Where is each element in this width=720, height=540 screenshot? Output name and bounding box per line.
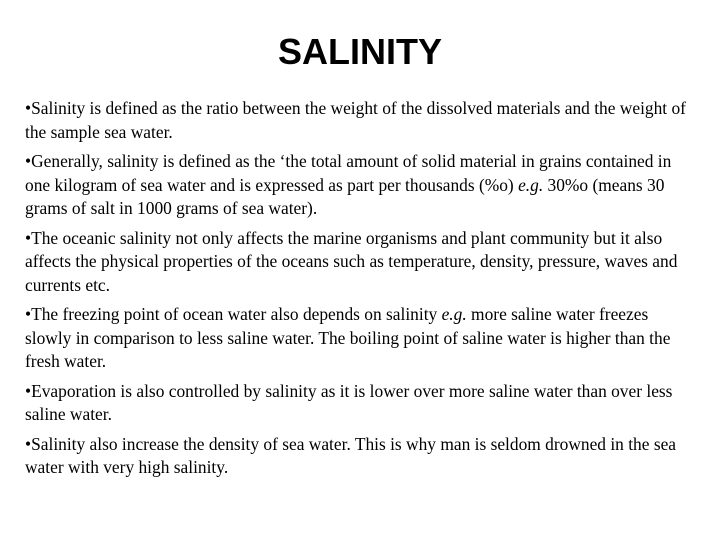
bullet-italic-text: e.g. [518,174,544,195]
bullet-glyph: • [25,433,32,454]
bullet-point-6 [25,433,697,480]
bullet-text: Evaporation is also controlled by salinity as it is lower over more saline water than over less saline water. [25,380,673,424]
bullet-list [25,97,697,486]
bullet-glyph: • [25,98,32,118]
bullet-point-2 [25,150,697,221]
bullet-text-continued: more saline water freezes slowly in comparison to less saline water. The boiling point of saline water is higher than the fresh water. [25,304,671,371]
bullet-text: Generally, salinity is defined as the ‘the total amount of solid material in grains contained in one kilogram of sea water and is expressed as part per thousands (%o) [25,151,672,195]
bullet-glyph: • [25,151,32,171]
bullet-point-3 [25,227,697,298]
bullet-point-5 [25,380,697,427]
bullet-text: Salinity is defined as the ratio between the weight of the dissolved materials and the weight of the sample sea water. [25,98,686,142]
bullet-point-4 [25,303,697,374]
slide-title: SALINITY [277,31,442,72]
bullet-text: The freezing point of ocean water also depends on salinity [31,304,442,324]
bullet-glyph: • [25,380,32,401]
bullet-text: The oceanic salinity not only affects the marine organisms and plant community but it also affects the physical properties of the oceans such as temperature, density, pressure, waves and currents etc. [25,227,678,295]
bullet-text: Salinity also increase the density of sea water. This is why man is seldom drowned in the sea water with very high salinity. [25,433,677,477]
bullet-italic-text: e.g. [441,304,467,324]
bullet-text-continued: 30%o (means 30 grams of salt in 1000 grams of sea water). [25,174,665,218]
bullet-glyph: • [25,304,32,324]
bullet-glyph: • [25,227,32,248]
bullet-point-1 [25,97,697,144]
